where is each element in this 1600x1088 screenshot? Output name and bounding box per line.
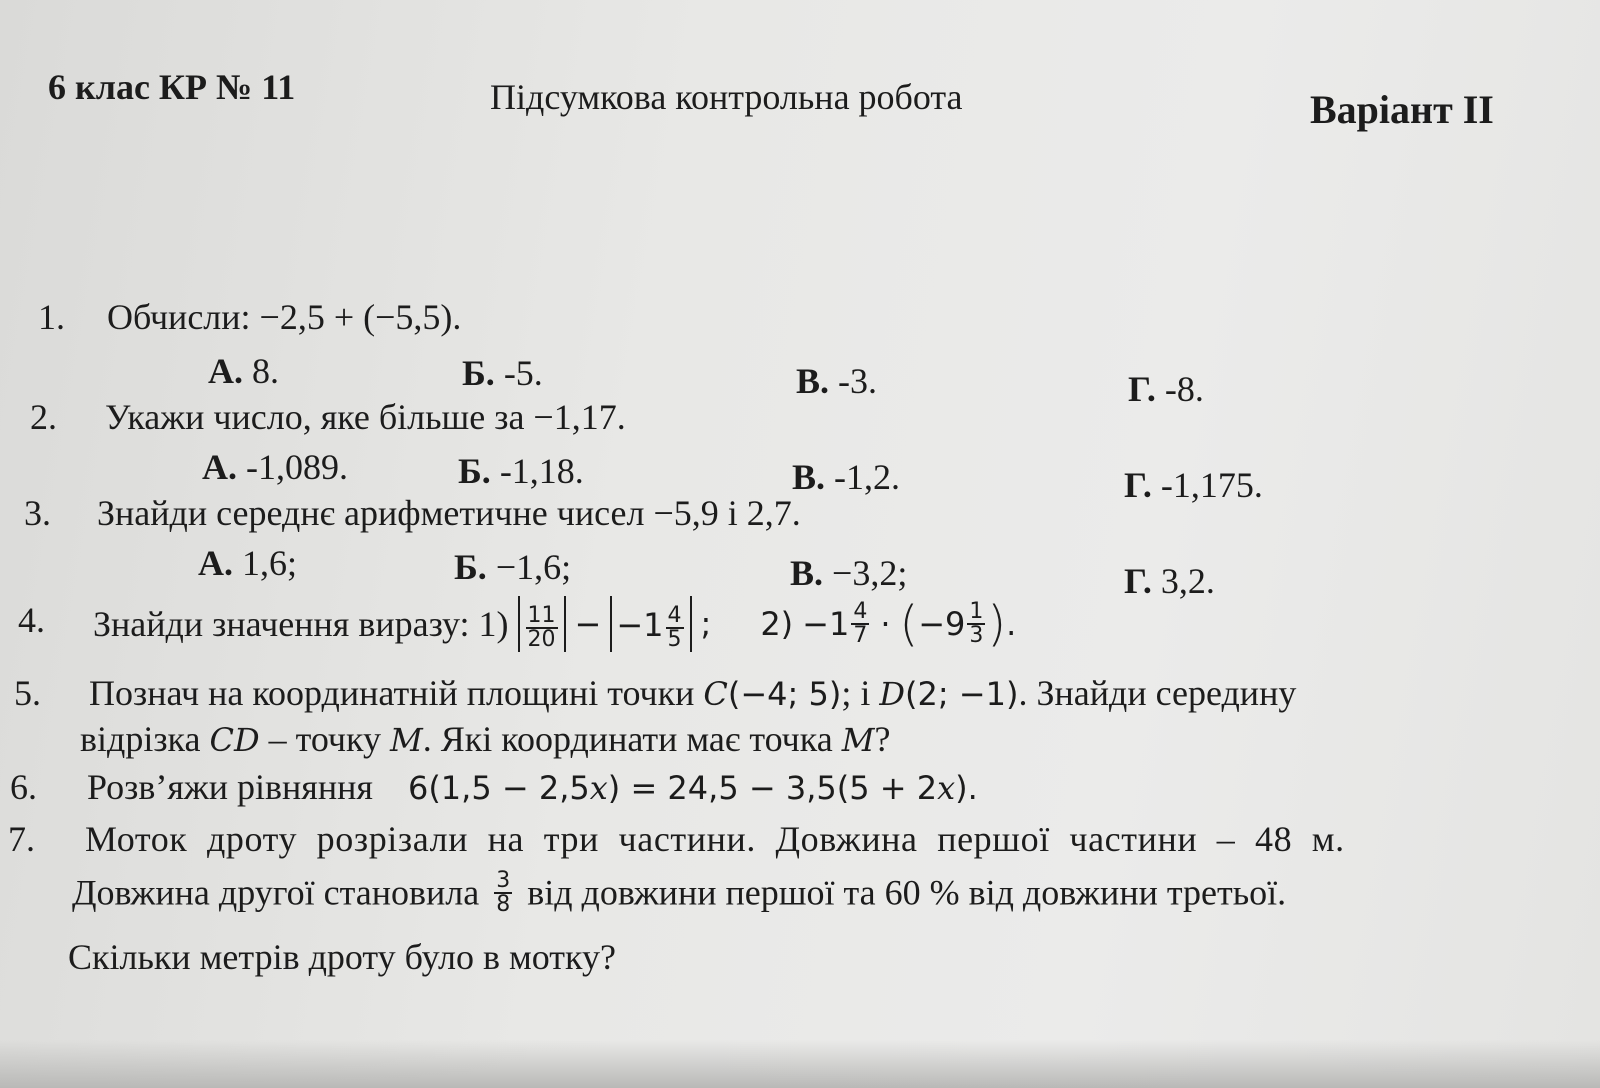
question-3	[24, 492, 801, 534]
photo-shadow	[0, 1040, 1600, 1088]
question-number: 7.	[8, 819, 35, 859]
question-1	[38, 296, 461, 338]
multiply-dot: ·	[880, 605, 891, 643]
class-title: 6 клас КР № 11	[48, 67, 296, 107]
question-number: 6.	[10, 767, 37, 807]
fraction-1-3: $\frac{1}{3}$	[969, 599, 984, 648]
option-c: В. −3,2;	[790, 553, 908, 593]
option-d: Г. -1,175.	[1124, 465, 1263, 505]
question-number: 5.	[14, 673, 41, 713]
absolute-value-1	[518, 596, 566, 652]
option-a: А. 1,6;	[198, 543, 298, 583]
option-d: Г. -8.	[1128, 369, 1204, 409]
fraction-3-8: $\frac{3}{8}$	[496, 867, 511, 917]
option-b: Б. -1,18.	[458, 451, 584, 491]
option-c: В. -3.	[796, 361, 878, 401]
option-a: А. 8.	[208, 351, 279, 391]
question-number: 4.	[18, 600, 45, 641]
question-number: 3.	[24, 493, 51, 533]
part-2-label: 2)	[760, 605, 794, 643]
fraction-11-20: $\frac{11}{20}$	[527, 602, 556, 652]
question-number: 1.	[38, 297, 65, 337]
fraction-4-7: $\frac{4}{7}$	[853, 599, 868, 648]
question-number: 2.	[30, 397, 57, 437]
question-6: 6. Розв’яжи рівняння 6(1,5 − 2,5x) = 24,5 − 3,5(5 + 2x).	[10, 767, 978, 807]
minus-sign: −	[574, 605, 602, 643]
option-b: Б. -5.	[462, 353, 543, 393]
question-7-line-2: Довжина другої становила $\frac{3}{8}$ від довжини першої та 60 % від довжини третьої.	[72, 867, 1287, 917]
close-paren: )	[987, 596, 1007, 652]
question-text: Знайди середнє арифметичне чисел −5,9 і 2,7.	[97, 493, 801, 533]
variant-label: Варіант II	[1310, 87, 1494, 132]
question-text: Укажи число, яке більше за −1,17.	[105, 397, 626, 437]
option-b: Б. −1,6;	[454, 547, 572, 587]
question-text: Обчисли: −2,5 + (−5,5).	[107, 297, 462, 337]
semicolon: ;	[700, 605, 712, 643]
question-7-line-3: Скільки метрів дроту було в мотку?	[68, 937, 616, 977]
fraction-4-5: $\frac{4}{5}$	[667, 602, 682, 652]
test-title: Підсумкова контрольна робота	[490, 77, 963, 117]
question-text: Знайди значення виразу: 1)	[93, 604, 509, 644]
open-paren: (	[899, 596, 919, 652]
question-2	[30, 396, 626, 438]
option-a: А. -1,089.	[202, 447, 348, 487]
question-5: 5. Познач на координатній площині точки C(−4; 5); і D(2; −1). Знайди середину	[14, 673, 1297, 713]
option-c: В. -1,2.	[792, 457, 901, 497]
option-d: Г. 3,2.	[1124, 561, 1215, 601]
question-5-line-2: відрізка CD – точку M. Які координати має точка M?	[80, 719, 891, 759]
mixed-number-whole: −1	[802, 605, 850, 643]
question-4: 4. Знайди значення виразу: 1) $\frac{11}{20}$ − −1 $\frac{4}{5}$ ; 2) −1 $\frac{4}{7}$ · (−9 $\frac{1}{3}$ ).	[18, 596, 1017, 652]
question-7: 7. Моток дроту розрізали на три частини. Довжина першої частини – 48 м.	[8, 819, 1345, 859]
absolute-value-2: −1 $\frac{4}{5}$	[610, 596, 691, 652]
